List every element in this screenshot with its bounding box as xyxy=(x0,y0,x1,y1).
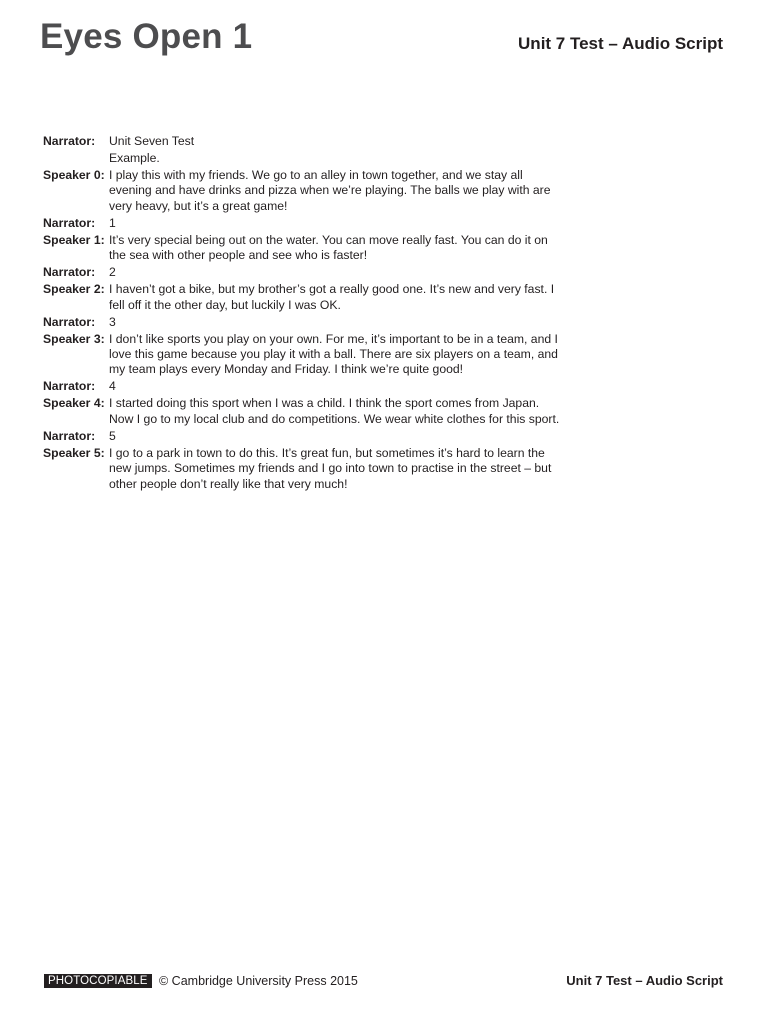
script-text: 2 xyxy=(109,265,116,280)
speaker-label: Narrator: xyxy=(43,265,96,280)
brand-title: Eyes Open 1 xyxy=(40,17,253,56)
script-text: 3 xyxy=(109,314,116,329)
script-line xyxy=(43,315,563,330)
audio-script xyxy=(43,134,563,494)
script-text: 1 xyxy=(109,215,116,230)
footer-section-title: Unit 7 Test – Audio Script xyxy=(566,973,723,988)
script-text: I go to a park in town to do this. It’s great fun, but sometimes it’s hard to learn the new jumps. Sometimes my friends and I go into town to practise in the street – but other people don’t really like that very much! xyxy=(109,445,552,491)
photocopiable-badge: PHOTOCOPIABLE xyxy=(44,974,152,988)
speaker-label: Speaker 2: xyxy=(43,282,105,297)
speaker-label: Speaker 5: xyxy=(43,445,105,460)
speaker-label: Narrator: xyxy=(43,379,96,394)
speaker-label: Speaker 0: xyxy=(43,168,105,182)
speaker-label: Speaker 3: xyxy=(43,331,105,346)
script-line xyxy=(43,379,563,394)
script-text: It’s very special being out on the water. You can move really fast. You can do it on the sea with other people and see who is faster! xyxy=(109,232,548,263)
script-line xyxy=(43,151,563,166)
script-text: Unit Seven Test xyxy=(109,134,195,148)
script-line xyxy=(43,216,563,231)
speaker-label: Narrator: xyxy=(43,314,96,329)
script-line xyxy=(43,282,563,313)
speaker-label: Narrator: xyxy=(43,215,96,230)
script-line xyxy=(43,332,563,378)
copyright-notice: © Cambridge University Press 2015 xyxy=(159,974,358,988)
page-footer xyxy=(44,972,723,992)
script-text: Example. xyxy=(109,151,160,165)
header-section-title: Unit 7 Test – Audio Script xyxy=(518,34,723,53)
script-text: I don’t like sports you play on your own. For me, it’s important to be in a team, and I love this game because you play it with a ball. There are six players on a team, and my team plays every Monday and Friday. I think we’re quite good! xyxy=(109,331,558,377)
script-text: I play this with my friends. We go to an alley in town together, and we stay all evening and have drinks and pizza when we’re playing. The balls we play with are very heavy, but it’s a great game! xyxy=(109,168,551,213)
script-line xyxy=(43,233,563,264)
script-line xyxy=(43,168,563,214)
speaker-label: Speaker 4: xyxy=(43,396,105,411)
script-line xyxy=(43,134,563,149)
speaker-label: Narrator: xyxy=(43,134,96,148)
speaker-label: Speaker 1: xyxy=(43,232,105,247)
script-line xyxy=(43,429,563,444)
speaker-label: Narrator: xyxy=(43,428,96,443)
script-text: I started doing this sport when I was a child. I think the sport comes from Japan. Now I go to my local club and do competitions. We wear white clothes for this sport. xyxy=(109,396,560,426)
script-text: 4 xyxy=(109,379,116,394)
script-line xyxy=(43,265,563,280)
script-line xyxy=(43,446,563,492)
script-text: 5 xyxy=(109,428,116,443)
script-text: I haven’t got a bike, but my brother’s got a really good one. It’s new and very fast. I fell off it the other day, but luckily I was OK. xyxy=(109,282,555,312)
script-line xyxy=(43,396,563,427)
